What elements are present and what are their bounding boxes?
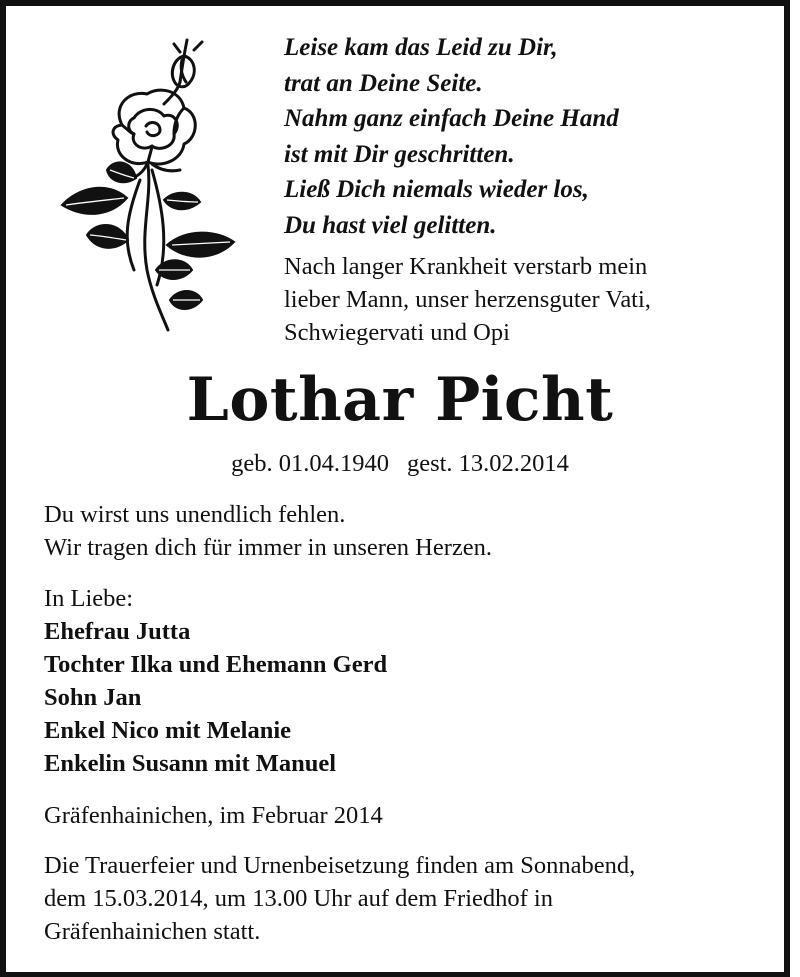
poem-line: Leise kam das Leid zu Dir, xyxy=(284,34,558,61)
birth-date: geb. 01.04.1940 xyxy=(231,450,389,477)
family-heading: In Liebe: xyxy=(44,585,134,612)
intro-line: Schwiegervati und Opi xyxy=(284,319,510,346)
message-line: Wir tragen dich für immer in unseren Herzen. xyxy=(44,534,492,561)
poem-line: Nahm ganz einfach Deine Hand xyxy=(284,105,619,132)
family-member: Ehefrau Jutta xyxy=(44,618,191,645)
family-member: Enkelin Susann mit Manuel xyxy=(44,750,337,777)
family-member: Enkel Nico mit Melanie xyxy=(44,717,292,744)
place-date: Gräfenhainichen, im Februar 2014 xyxy=(44,802,383,829)
family-member: Sohn Jan xyxy=(44,684,142,711)
funeral-line: dem 15.03.2014, um 13.00 Uhr auf dem Friedhof in xyxy=(44,885,553,912)
funeral-line: Die Trauerfeier und Urnenbeisetzung finden am Sonnabend, xyxy=(44,852,636,879)
intro-line: lieber Mann, unser herzensguter Vati, xyxy=(284,286,651,313)
poem-line: trat an Deine Seite. xyxy=(284,69,483,97)
poem-line: Du hast viel gelitten. xyxy=(284,211,497,239)
family-list xyxy=(44,582,387,780)
rose-icon xyxy=(52,30,252,335)
life-dates xyxy=(0,448,800,480)
intro-line: Nach langer Krankheit verstarb mein xyxy=(284,253,648,280)
funeral-line: Gräfenhainichen statt. xyxy=(44,918,261,945)
intro-text xyxy=(284,250,651,349)
poem xyxy=(284,30,619,243)
message-line: Du wirst uns unendlich fehlen. xyxy=(44,501,346,528)
poem-line: Ließ Dich niemals wieder los, xyxy=(284,176,589,203)
family-member: Tochter Ilka und Ehemann Gerd xyxy=(44,651,388,678)
funeral-info xyxy=(44,849,635,948)
death-date: gest. 13.02.2014 xyxy=(406,450,569,477)
poem-line: ist mit Dir geschritten. xyxy=(284,140,515,168)
deceased-name: Lothar Picht xyxy=(186,365,614,435)
farewell-message xyxy=(44,498,492,564)
